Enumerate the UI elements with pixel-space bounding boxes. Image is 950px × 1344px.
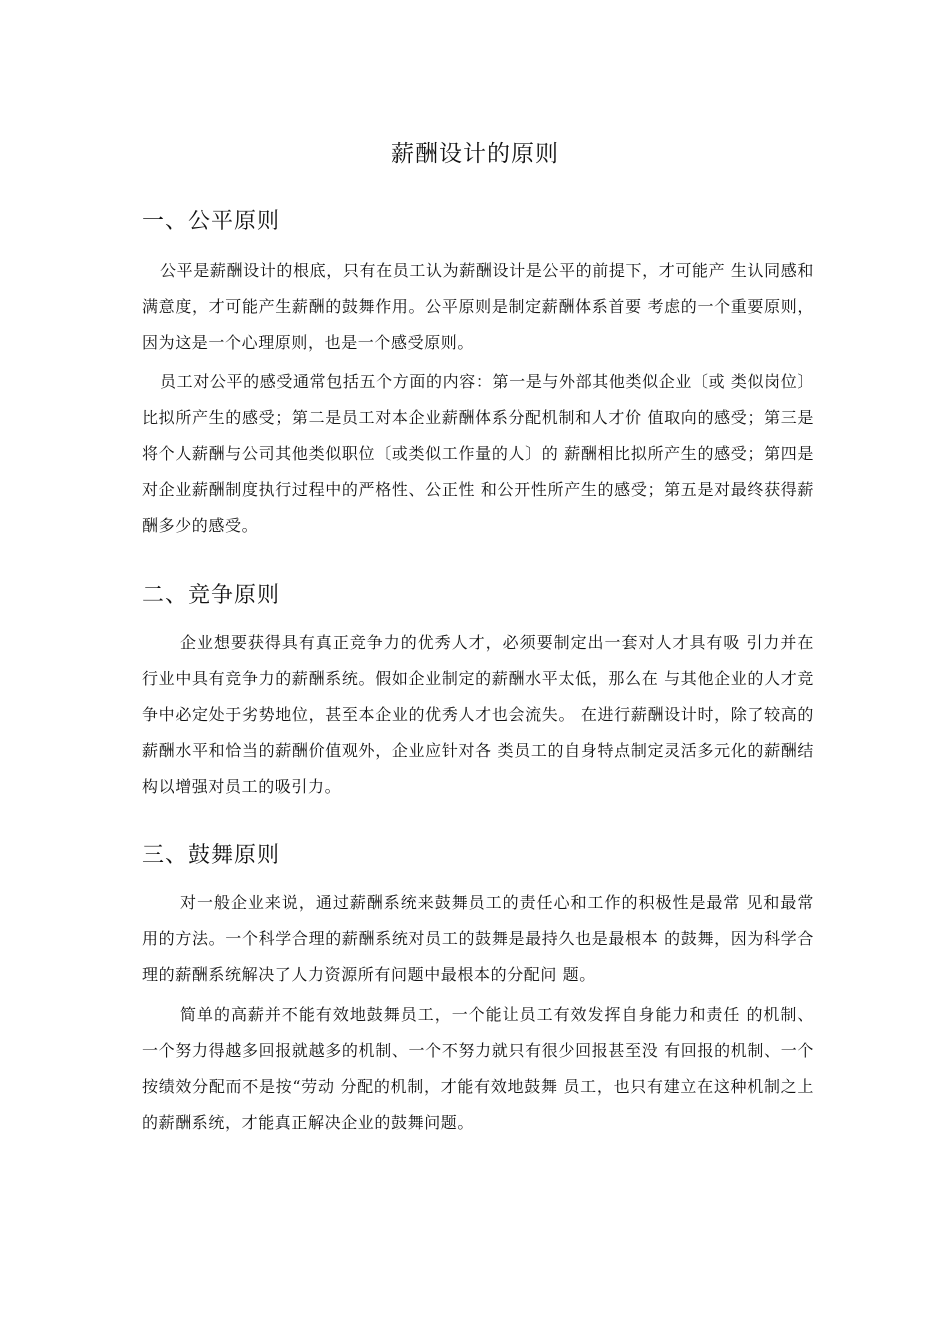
- document-title: 薪酬设计的原则: [391, 141, 559, 167]
- paragraph-competition-1: 企业想要获得具有真正竞争力的优秀人才，必须要制定出一套对人才具有吸 引力并在行业中具有竞争力的薪酬系统。假如企业制定的薪酬水平太低，那么在 与其他企业的人才竞争中必定处于劣势地位，甚至本企业的优秀人才也会流失。 在进行薪酬设计时，除了较高的薪酬水平和恰当的薪酬价值观外，企业应针对各 类员工的自身特点制定灵活多元化的薪酬结构以增强对员工的吸引力。: [142, 633, 814, 796]
- paragraph-motivation-2: 简单的高薪并不能有效地鼓舞员工，一个能让员工有效发挥自身能力和责任 的机制、一个努力得越多回报就越多的机制、一个不努力就只有很少回报甚至没 有回报的机制、一个按绩效分配而不是按“劳动 分配的机制，才能有效地鼓舞 员工，也只有建立在这种机制之上的薪酬系统，才能真正解决企业的鼓舞问题。: [142, 1005, 814, 1132]
- section-heading-competition: 二、竞争原则: [142, 583, 281, 608]
- paragraph-fairness-2: 员工对公平的感受通常包括五个方面的内容：第一是与外部其他类似企业〔或 类似岗位〕比拟所产生的感受；第二是员工对本企业薪酬体系分配机制和人才价 值取向的感受；第三是将个人薪酬与公司其他类似职位〔或类似工作量的人〕的 薪酬相比拟所产生的感受；第四是对企业薪酬制度执行过程中的严格性、公正性 和公开性所产生的感受；第五是对最终获得薪酬多少的感受。: [142, 372, 814, 535]
- paragraph-motivation-1: 对一般企业来说，通过薪酬系统来鼓舞员工的责任心和工作的积极性是最常 见和最常用的方法。一个科学合理的薪酬系统对员工的鼓舞是最持久也是最根本 的鼓舞，因为科学合理的薪酬系统解决了人力资源所有问题中最根本的分配问 题。: [142, 893, 814, 984]
- section-heading-fairness: 一、公平原则: [142, 209, 281, 234]
- section-heading-motivation: 三、鼓舞原则: [142, 843, 281, 868]
- paragraph-fairness-1: 公平是薪酬设计的根底，只有在员工认为薪酬设计是公平的前提下，才可能产 生认同感和满意度，才可能产生薪酬的鼓舞作用。公平原则是制定薪酬体系首要 考虑的一个重要原则，因为这是一个心理原则，也是一个感受原则。: [142, 261, 814, 352]
